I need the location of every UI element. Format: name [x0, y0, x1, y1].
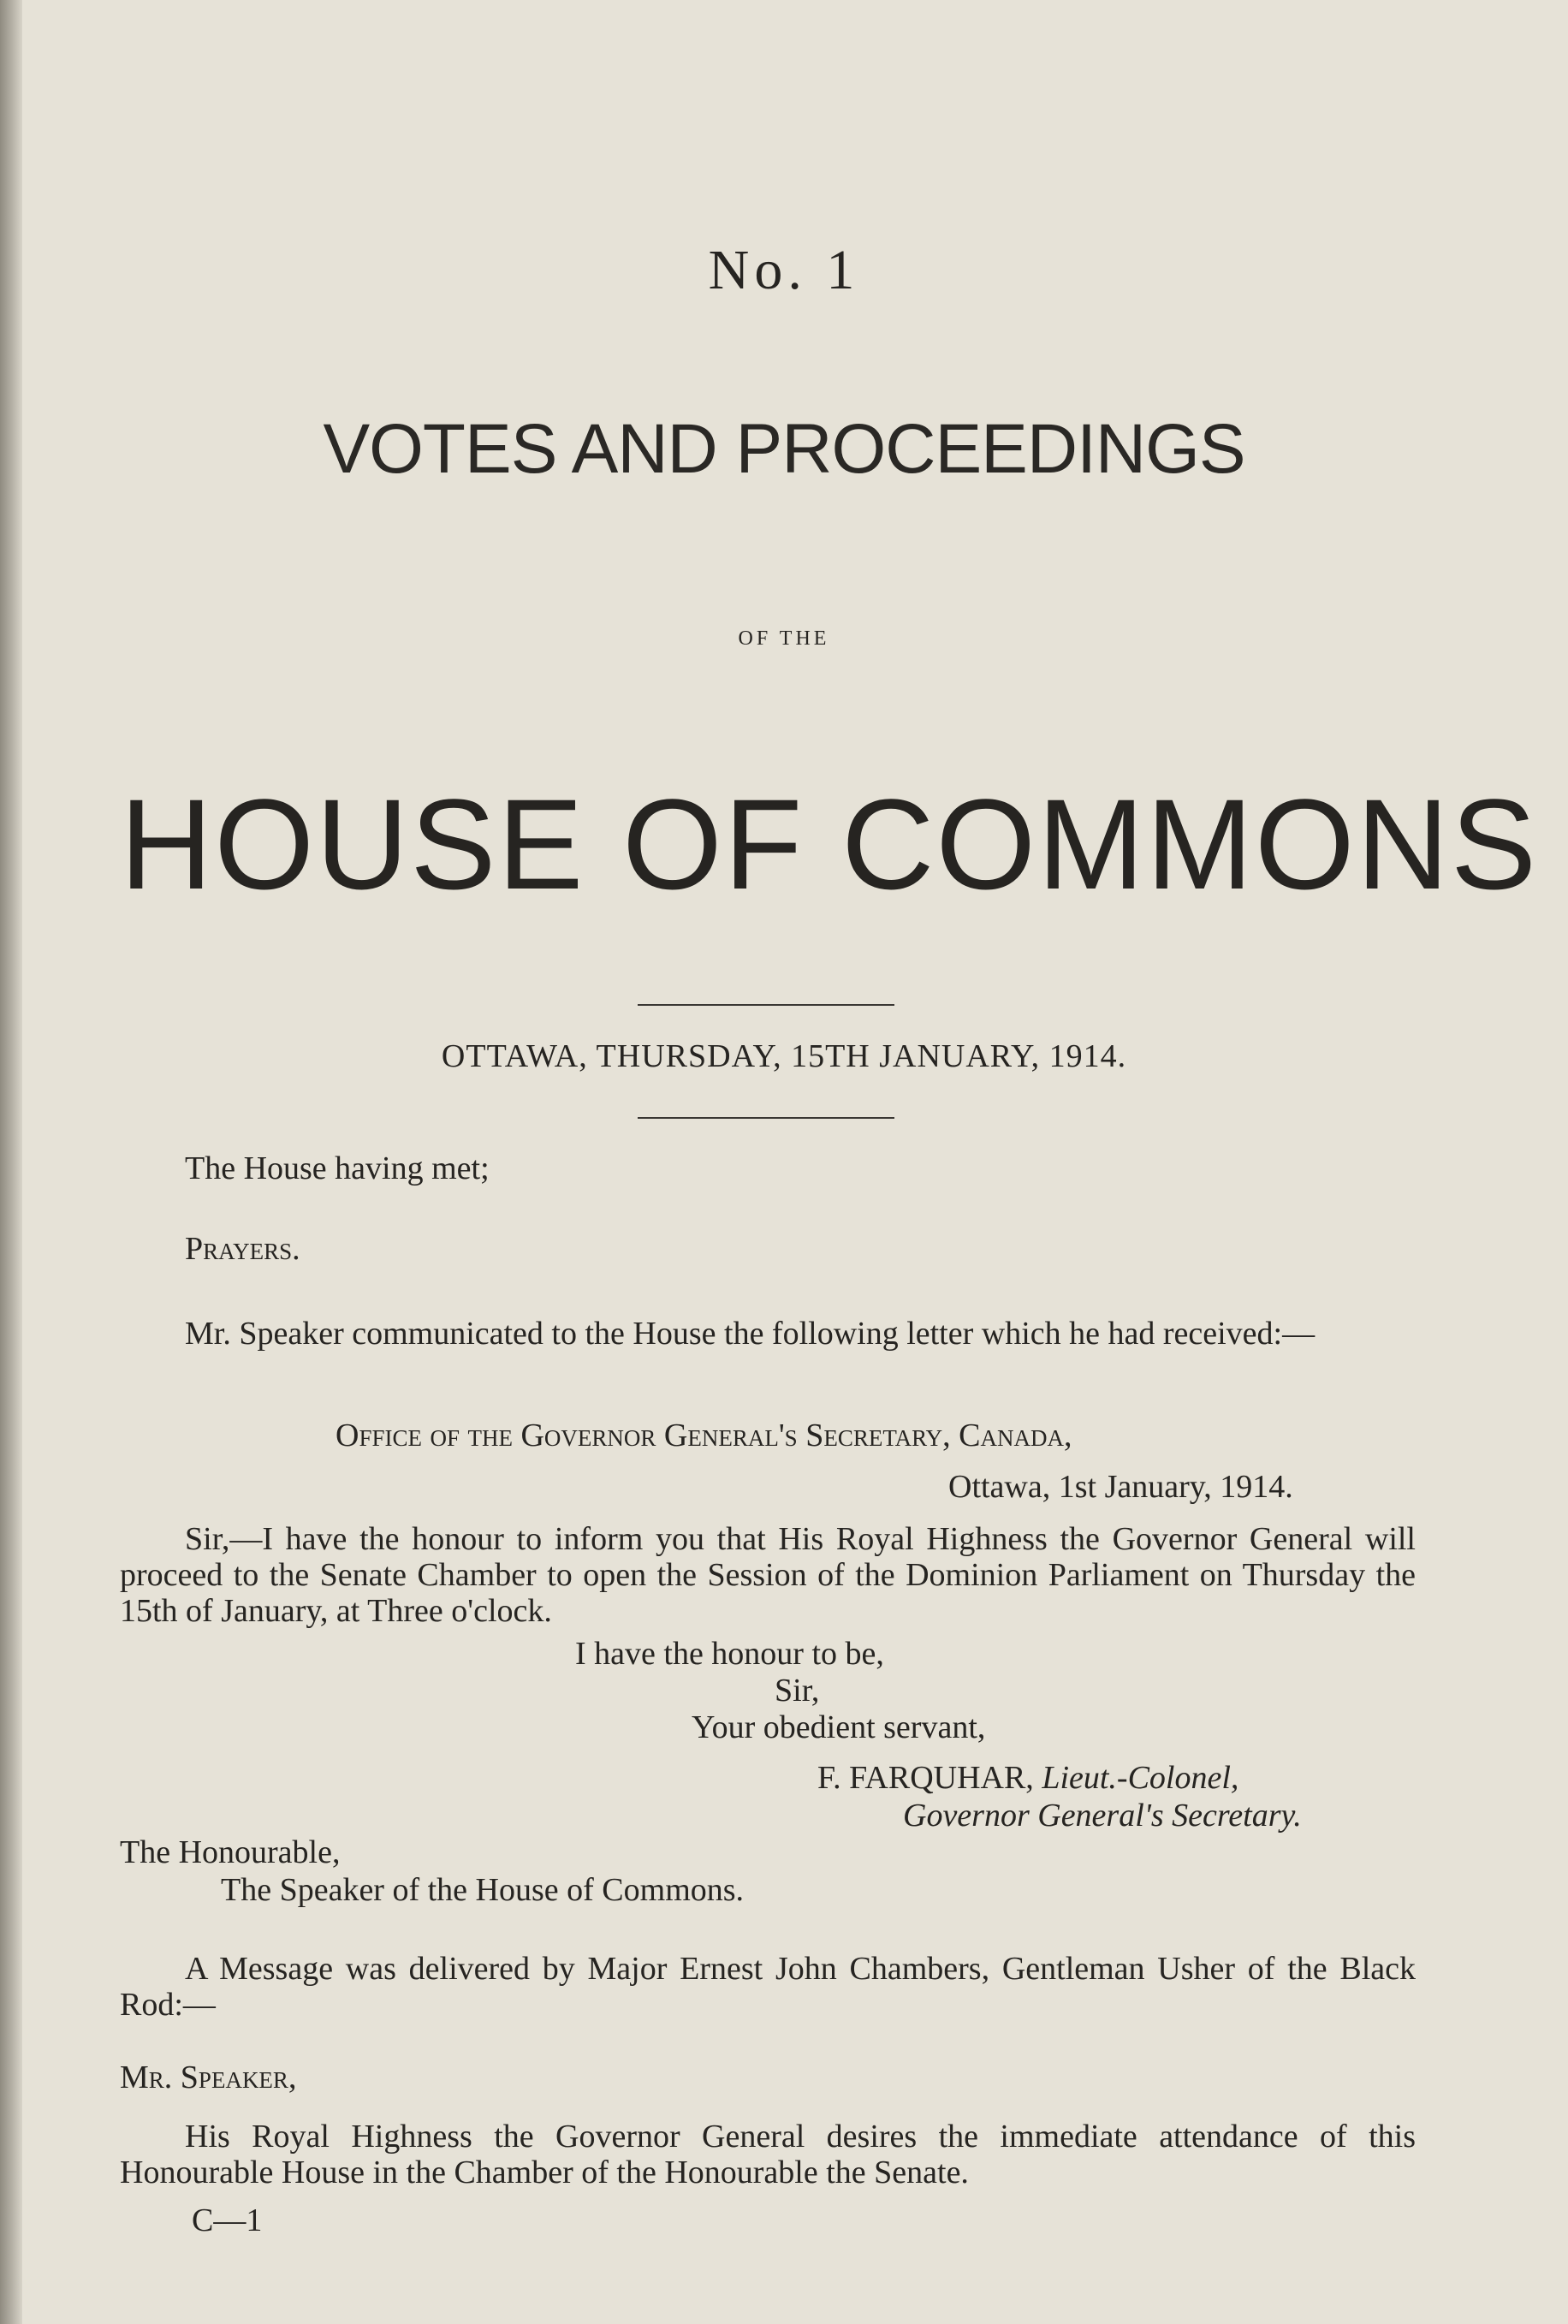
letter-date: Ottawa, 1st January, 1914.	[948, 1469, 1293, 1505]
signature-mark: C—1	[192, 2202, 263, 2238]
addressee-line-1: The Honourable,	[120, 1834, 341, 1870]
mr-speaker-salutation: Mr. Speaker,	[120, 2060, 297, 2095]
letter-body-paragraph: Sir,—I have the honour to inform you that His Royal Highness the Governor General will proceed to the Senate Chamber to open the Session of the Dominion Parliament on Thursday the 15th of January, at Three o'clock.	[120, 1521, 1416, 1629]
bottom-rule	[638, 1117, 894, 1119]
top-rule	[638, 1004, 894, 1006]
signature-rank: Lieut.-Colonel,	[1042, 1760, 1239, 1796]
issue-number: No. 1	[708, 239, 860, 301]
black-rod-message-paragraph: A Message was delivered by Major Ernest John Chambers, Gentleman Usher of the Black Rod:—	[120, 1951, 1416, 2023]
addressee-line-2: The Speaker of the House of Commons.	[221, 1872, 745, 1908]
letter-signature	[817, 1760, 1238, 1796]
signature-name: F. FARQUHAR,	[817, 1760, 1034, 1796]
prayers-heading: Prayers.	[185, 1231, 300, 1267]
letter-closing-salutation: Sir,	[775, 1673, 820, 1709]
house-met-line: The House having met;	[185, 1150, 490, 1186]
book-spine-edge	[0, 0, 22, 2324]
dateline: OTTAWA, THURSDAY, 15TH JANUARY, 1914.	[441, 1038, 1127, 1074]
document-title: VOTES AND PROCEEDINGS	[323, 410, 1245, 488]
house-heading: HOUSE OF COMMONS	[120, 772, 1539, 916]
of-the-caption: OF THE	[738, 627, 830, 650]
letter-closing-line: I have the honour to be,	[575, 1636, 884, 1672]
speaker-communication-paragraph: Mr. Speaker communicated to the House the following letter which he had received:—	[185, 1316, 1316, 1352]
royal-highness-paragraph: His Royal Highness the Governor General desires the immediate attendance of this Honourable House in the Chamber of the Honourable the Senate.	[120, 2119, 1416, 2190]
signature-title: Governor General's Secretary.	[903, 1798, 1302, 1834]
letter-closing-servant: Your obedient servant,	[692, 1709, 986, 1745]
letter-office-line: Office of the Governor General's Secretary, Canada,	[336, 1418, 1072, 1453]
